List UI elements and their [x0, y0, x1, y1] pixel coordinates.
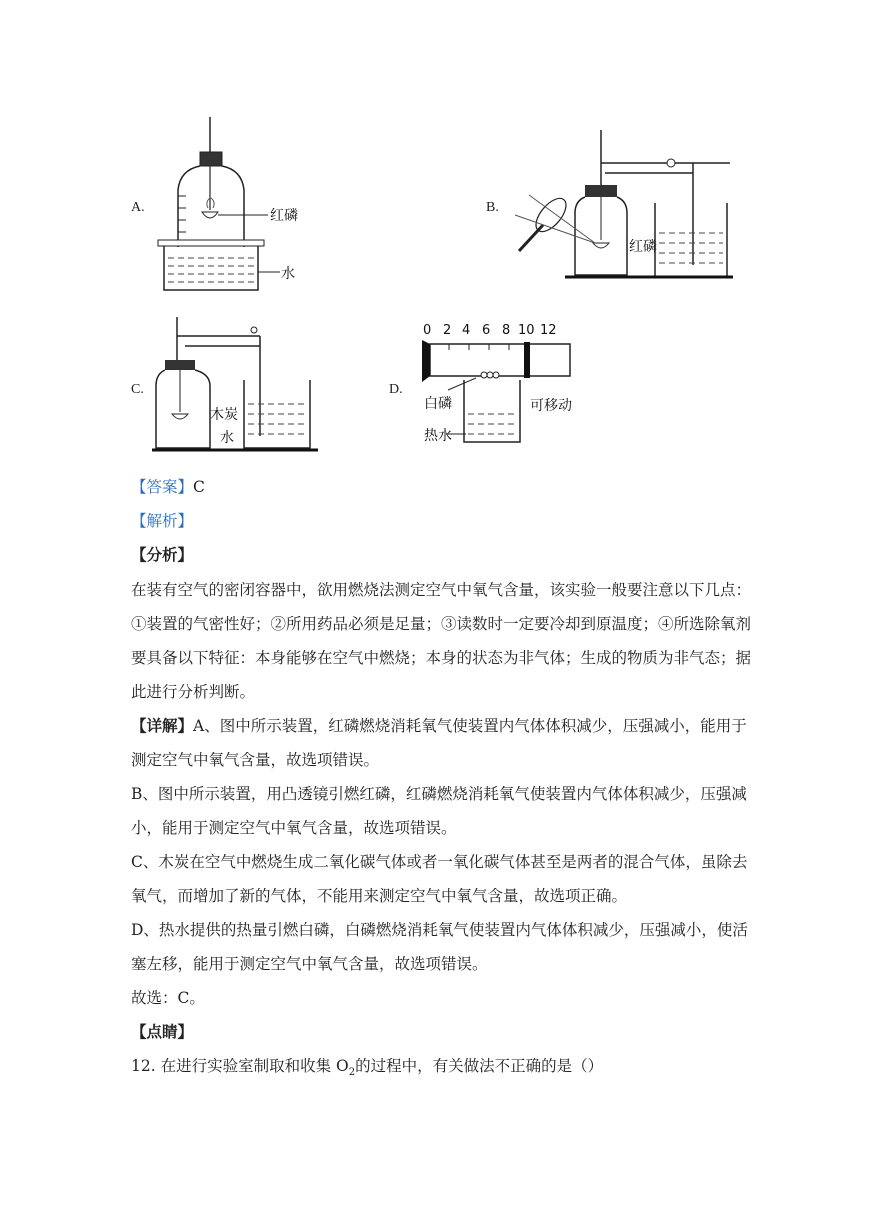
answer-tag: 【答案】: [131, 478, 194, 496]
option-b-letter: B.: [486, 200, 499, 215]
detail-line-d1: D、热水提供的热量引燃白磷，白磷燃烧消耗氧气使装置内气体体积减少，压强减小，使活: [131, 921, 748, 939]
answer-line: [131, 477, 205, 497]
tick-4: 4: [462, 323, 471, 338]
detail-line-b1: B、图中所示装置，用凸透镜引燃红磷，红磷燃烧消耗氧气使装置内气体体积减少，压强减: [131, 785, 747, 803]
tick-0: 0: [423, 323, 432, 338]
figure-a-bell-jar-apparatus: [150, 112, 310, 300]
dianjing-tag: 【点睛】: [131, 1022, 194, 1041]
detail-line-a1: [131, 716, 747, 736]
option-a-letter: A.: [131, 200, 145, 215]
label-charcoal-c: 木炭: [210, 407, 238, 423]
fenxi-tag: 【分析】: [131, 545, 194, 564]
label-red-phosphorus-a: 红磷: [270, 208, 298, 224]
analysis-tag: 【解析】: [131, 512, 194, 530]
detail-a1-text: A、图中所示装置，红磷燃烧消耗氧气使装置内气体体积减少，压强减小，能用于: [193, 717, 747, 735]
label-red-phosphorus-b: 红磷: [629, 239, 657, 255]
label-movable-d: 可移动: [530, 398, 572, 414]
figure-d-piston-tube-apparatus: [416, 320, 576, 450]
option-d-letter: D.: [389, 382, 403, 397]
label-hot-water-d: 热水: [424, 428, 452, 444]
label-water-c: 水: [220, 430, 234, 446]
fenxi-line-4: 此进行分析判断。: [131, 683, 256, 701]
detail-conclusion: 故选：C。: [131, 989, 205, 1007]
detail-line-b2: 小，能用于测定空气中氧气含量，故选项错误。: [131, 819, 457, 837]
question-12-text-before: 在进行实验室制取和收集 O: [160, 1057, 349, 1075]
tick-2: 2: [443, 323, 452, 338]
tick-8: 8: [502, 323, 511, 338]
fenxi-line-1: 在装有空气的密闭容器中，欲用燃烧法测定空气中氧气含量，该实验一般要注意以下几点：: [131, 581, 752, 599]
fenxi-line-2: ①装置的气密性好；②所用药品必须是足量；③读数时一定要冷却到原温度；④所选除氧剂: [131, 615, 752, 633]
question-12: [131, 1056, 603, 1083]
label-white-phosphorus-d: 白磷: [424, 396, 452, 412]
question-12-number: 12.: [131, 1057, 156, 1075]
tick-10: 10: [518, 323, 535, 338]
detail-line-c1: C、木炭在空气中燃烧生成二氧化碳气体或者一氧化碳气体甚至是两者的混合气体，虽除去: [131, 853, 748, 871]
detail-line-a2: 测定空气中氧气含量，故选项错误。: [131, 751, 380, 769]
option-c-letter: C.: [131, 382, 144, 397]
figure-c-charcoal-apparatus: [150, 312, 320, 454]
label-water-a: 水: [281, 266, 295, 282]
tick-12: 12: [540, 323, 557, 338]
detail-line-d2: 塞左移，能用于测定空气中氧气含量，故选项错误。: [131, 955, 488, 973]
detail-tag: 【详解】: [131, 716, 194, 735]
fenxi-line-3: 要具备以下特征：本身能够在空气中燃烧；本身的状态为非气体；生成的物质为非气态；据: [131, 649, 752, 667]
question-12-subscript: 2: [348, 1067, 356, 1079]
question-12-text-after: 的过程中，有关做法不正确的是（）: [355, 1057, 604, 1075]
tick-6: 6: [482, 323, 491, 338]
answer-value: C: [193, 478, 205, 496]
detail-line-c2: 氧气，而增加了新的气体，不能用来测定空气中氧气含量，故选项正确。: [131, 887, 628, 905]
figure-b-lens-apparatus: [505, 125, 740, 285]
